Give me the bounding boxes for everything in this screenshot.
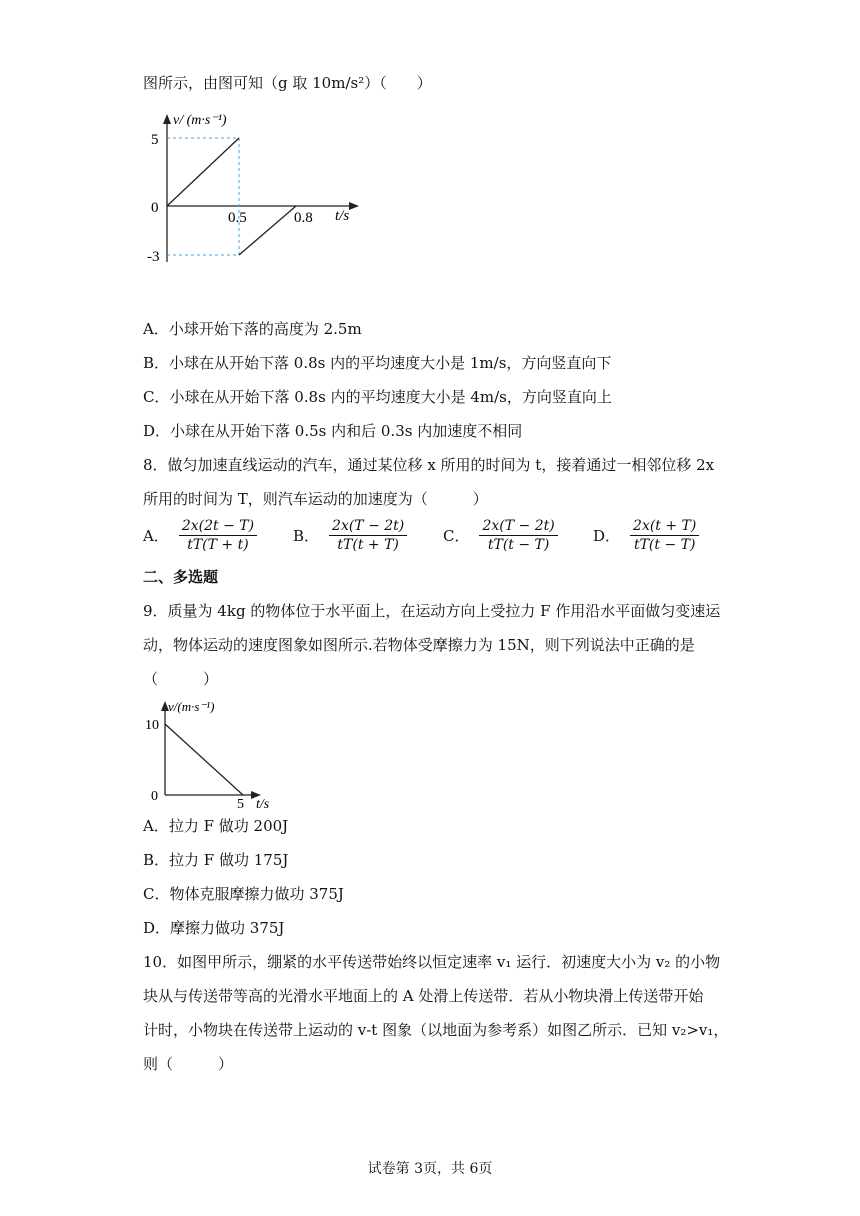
q9-option-d: D．摩擦力做功 375J [143,919,285,937]
q8-option-a-num: 2x(2t − T) [179,517,257,536]
q8-option-b-den: tT(t + T) [337,537,399,553]
q7-vt-graph [143,108,368,278]
q7-stem: 图所示，由图可知（g 取 10m/s²）（ ） [143,74,432,92]
q8-option-c-num: 2x(T − 2t) [479,517,557,536]
q7-option-d: D．小球在从开始下落 0.5s 内和后 0.3s 内加速度不相同 [143,422,523,440]
q8-option-b [293,517,407,554]
q7-x-arrow [349,202,359,210]
q8-option-b-num: 2x(T − 2t) [329,517,407,536]
q9-vt-graph [143,697,283,809]
q8-option-d-fraction [630,517,699,554]
q10-stem-line1: 10．如图甲所示，绷紧的水平传送带始终以恒定速率 v₁ 运行．初速度大小为 v₂ 的小物 [143,953,721,971]
q8-option-d-label: D． [593,527,621,545]
q7-ytick-0: 0 [151,200,159,216]
q8-option-c [443,517,558,554]
q9-option-b: B．拉力 F 做功 175J [143,851,289,869]
q8-option-b-fraction [329,517,407,554]
q9-ylabel: v/(m·s⁻¹) [168,699,215,714]
q8-option-a-fraction [179,517,257,554]
q9-stem-line1: 9．质量为 4kg 的物体位于水平面上，在运动方向上受拉力 F 作用沿水平面做匀变速运 [143,602,721,620]
q9-ytick-0: 0 [151,789,158,804]
section-heading-multi-choice: 二、多选题 [143,568,219,586]
q10-stem-line3: 计时，小物块在传送带上运动的 v-t 图象（以地面为参考系）如图乙所示．已知 v₂>v₁， [143,1021,729,1039]
q10-stem-line2: 块从与传送带等高的光滑水平地面上的 A 处滑上传送带．若从小物块滑上传送带开始 [143,987,704,1005]
q8-stem-line2: 所用的时间为 T，则汽车运动的加速度为（ ） [143,490,488,508]
q8-option-d-den: tT(t − T) [633,537,696,553]
q7-option-c: C．小球在从开始下落 0.8s 内的平均速度大小是 4m/s，方向竖直向上 [143,388,612,406]
q9-segment [165,724,243,795]
q9-stem-line3: （ ） [143,670,219,688]
q8-option-c-label: C． [443,527,470,545]
q9-option-a: A．拉力 F 做功 200J [143,817,289,835]
q8-option-a [143,517,257,554]
q7-segment-return [239,206,296,255]
q8-option-b-label: B． [293,527,320,545]
q7-ytick-5: 5 [151,132,159,148]
q8-stem-line1: 8．做匀加速直线运动的汽车，通过某位移 x 所用的时间为 t，接着通过一相邻位移 2x [143,456,715,474]
q7-ytick-neg3: -3 [147,249,160,265]
q7-y-arrow [163,114,171,124]
q10-stem-line4: 则（ ） [143,1055,234,1073]
page-footer: 试卷第 3页，共 6页 [367,1161,493,1177]
q9-option-c: C．物体克服摩擦力做功 375J [143,885,344,903]
q8-option-a-label: A． [143,527,169,545]
q8-option-c-den: tT(t − T) [487,537,550,553]
q9-xtick-5: 5 [237,797,244,809]
q8-option-d-num: 2x(t + T) [630,517,699,536]
q7-xtick-0.8: 0.8 [294,210,313,226]
q7-xlabel: t/s [335,208,350,224]
q9-ytick-10: 10 [145,718,159,733]
q7-segment-up [167,138,239,206]
q7-xtick-0.5: 0.5 [228,210,247,226]
q7-option-b: B．小球在从开始下落 0.8s 内的平均速度大小是 1m/s，方向竖直向下 [143,354,612,372]
q9-stem-line2: 动，物体运动的速度图象如图所示.若物体受摩擦力为 15N，则下列说法中正确的是 [143,636,695,654]
q8-option-c-fraction [479,517,557,554]
q7-ylabel: v/ (m·s⁻¹) [173,113,227,128]
q9-xlabel: t/s [256,797,270,809]
q8-option-d [593,517,699,554]
q7-option-a: A．小球开始下落的高度为 2.5m [143,320,362,338]
q8-option-a-den: tT(T + t) [187,537,249,553]
